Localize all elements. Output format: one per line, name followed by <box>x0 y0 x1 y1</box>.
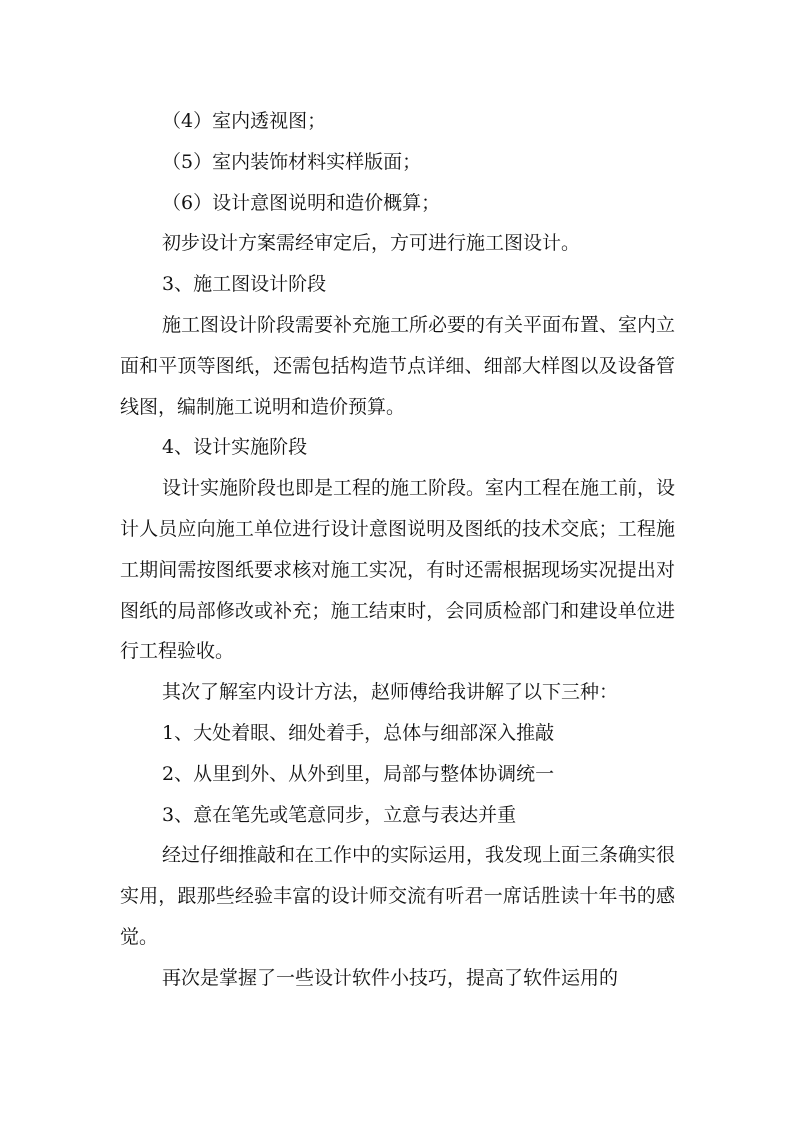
list-item-perspective: （4）室内透视图； <box>162 110 327 132</box>
list-item-material-board: （5）室内装饰材料实样版面； <box>162 150 422 173</box>
paragraph-design-methods-intro: 其次了解室内设计方法，赵师傅给我讲解了以下三种： <box>162 681 619 704</box>
paragraph-methods-reflection: 经过仔细推敲和在工作中的实际运用，我发现上面三条确实很实用，跟那些经验丰富的设计师交流有听君一席话胜读十年书的感觉。 <box>120 844 676 948</box>
document-body <box>120 101 675 999</box>
method-item-2: 2、从里到外、从外到里，局部与整体协调统一 <box>162 762 555 785</box>
method-item-3: 3、意在笔先或笔意同步，立意与表达并重 <box>162 803 517 826</box>
section-heading-construction-drawing: 3、施工图设计阶段 <box>162 273 327 296</box>
paragraph-implementation: 设计实施阶段也即是工程的施工阶段。室内工程在施工前，设计人员应向施工单位进行设计意图说明及图纸的技术交底；工程施工期间需按图纸要求核对施工实况，有时还需根据现场实况提出对图纸的局部修改或补充；施工结束时，会同质检部门和建设单位进行工程验收。 <box>120 477 676 663</box>
section-heading-implementation: 4、设计实施阶段 <box>162 436 308 459</box>
list-item-design-intent: （6）设计意图说明和造价概算； <box>162 191 441 214</box>
paragraph-preliminary-approval: 初步设计方案需经审定后，方可进行施工图设计。 <box>162 232 581 255</box>
method-item-1: 1、大处着眼、细处着手，总体与细部深入推敲 <box>162 721 555 744</box>
paragraph-software-tips: 再次是掌握了一些设计软件小技巧，提高了软件运用的 <box>162 966 619 989</box>
paragraph-construction-drawing: 施工图设计阶段需要补充施工所必要的有关平面布置、室内立面和平顶等图纸，还需包括构造节点详细、细部大样图以及设备管线图，编制施工说明和造价预算。 <box>120 313 676 418</box>
